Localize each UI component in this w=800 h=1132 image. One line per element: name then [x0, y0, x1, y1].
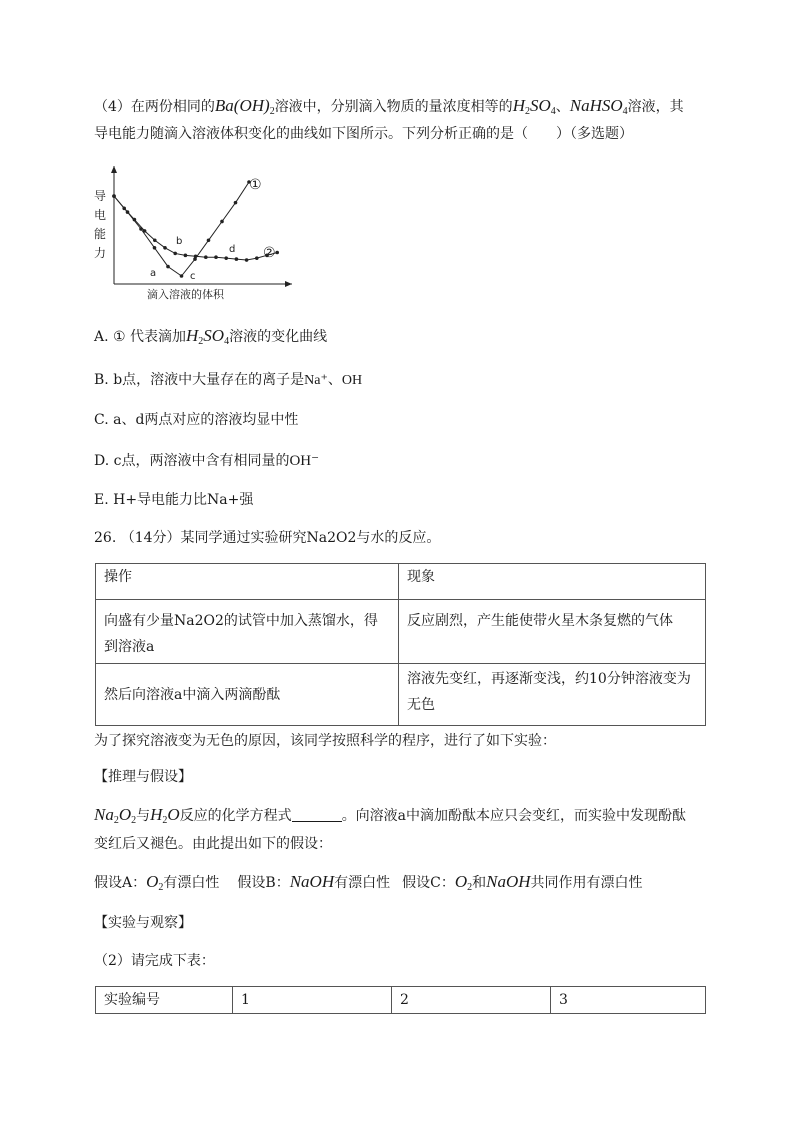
- hyp-c-label: 假设C：: [402, 875, 455, 891]
- y-axis-label-char: 力: [94, 246, 107, 260]
- series-1-point: [220, 220, 224, 224]
- x-axis-arrow: [285, 281, 292, 287]
- option-a-formula: [186, 326, 229, 345]
- series-line-2: [114, 196, 277, 260]
- table2-cell: 3: [551, 987, 706, 1014]
- option-a-so: SO: [203, 326, 225, 345]
- equation-line-2: 变红后又褪色。由此提出如下的假设：: [94, 836, 332, 852]
- q4-prefix: （4）在两份相同的: [94, 99, 215, 115]
- conductivity-chart: [92, 166, 302, 306]
- q4-end: 溶液，其: [627, 99, 684, 115]
- option-a-prefix: A. ① 代表滴加: [94, 329, 187, 345]
- option-d-ion: OH⁻: [289, 453, 320, 469]
- h2so4-sub4: 4: [550, 106, 556, 117]
- option-a: [94, 326, 327, 352]
- h2o-formula: $H_2O$: [150, 805, 180, 826]
- option-d: [94, 451, 319, 471]
- experiment-table: [95, 563, 706, 726]
- series-1-point: [207, 238, 211, 242]
- q26-title: 26. （14分）某同学通过实验研究Na2O2与水的反应。: [94, 530, 441, 546]
- series-1-point: [180, 274, 184, 278]
- option-e: E. H+导电能力比Na+强: [94, 492, 254, 508]
- series-2-point: [245, 258, 249, 262]
- q26-intro: 为了探究溶液变为无色的原因，该同学按照科学的程序，进行了如下实验：: [94, 733, 556, 749]
- series-2-point: [112, 194, 116, 198]
- option-b: [94, 370, 362, 391]
- option-a-sub4: 4: [224, 336, 230, 347]
- table-header-cell: 操作: [96, 564, 399, 600]
- baoh-formula: [215, 96, 275, 115]
- series-2-point: [255, 256, 259, 260]
- series-2-point: [173, 252, 177, 256]
- series-1-point: [166, 265, 170, 269]
- hyp-a-text: 有漂白性: [163, 875, 220, 891]
- hyp-b-label: 假设B：: [237, 875, 290, 891]
- curve-2-label: ②: [263, 245, 276, 261]
- table2-cell: 2: [392, 987, 551, 1014]
- naoh-formula: NaOH: [289, 872, 335, 891]
- y-axis-label-char: 能: [94, 227, 107, 241]
- series-2-point: [214, 255, 218, 259]
- series-2-point: [184, 254, 188, 258]
- q4-sep: 、: [555, 99, 570, 115]
- table2-cell: 1: [233, 987, 392, 1014]
- section-reasoning: 【推理与假设】: [94, 769, 192, 785]
- x-axis-label: 滴入溶液的体积: [147, 288, 224, 301]
- series-2-point: [194, 254, 198, 258]
- series-2-point: [122, 207, 126, 211]
- option-a-suffix: 溶液的变化曲线: [229, 329, 328, 345]
- table-row: [96, 664, 706, 726]
- option-a-sub2: 2: [198, 336, 204, 347]
- hyp-c-text: 共同作用有漂白性: [530, 875, 643, 891]
- experiment-number-table: [95, 986, 706, 1014]
- na2o2-formula: $Na_2O_2$: [94, 805, 137, 826]
- o2-formula: $O_2$: [146, 872, 164, 893]
- curve-1-label: ①: [249, 177, 262, 193]
- chart-svg: [92, 166, 302, 306]
- hyp-c-and: 和: [472, 875, 487, 891]
- baoh-text: Ba(OH): [214, 96, 270, 115]
- point-c-label: c: [190, 271, 196, 282]
- hypotheses-line: [94, 872, 643, 898]
- table-cell: 溶液先变红，再逐渐变浅，约10分钟溶液变为无色: [399, 664, 706, 726]
- option-d-text: D. c点，两溶液中含有相同量的: [94, 453, 290, 469]
- nahso4-formula: [570, 96, 628, 115]
- table-row: [96, 600, 706, 664]
- eq-text2: 反应的化学方程式: [179, 808, 292, 824]
- series-2-point: [133, 218, 137, 222]
- series-2-point: [143, 229, 147, 233]
- table-header-row: [96, 564, 706, 600]
- y-axis-label-char: 电: [94, 208, 107, 222]
- h2so4-formula: [513, 96, 556, 115]
- q4-line-1: [94, 96, 684, 122]
- series-2-point: [275, 251, 279, 255]
- series-group: [112, 180, 279, 278]
- table2-cell: 实验编号: [96, 987, 233, 1014]
- answer-blank[interactable]: [292, 807, 342, 822]
- table-cell: 向盛有少量Na2O2的试管中加入蒸馏水，得到溶液a: [96, 600, 399, 664]
- eq-text1: 与: [136, 808, 151, 824]
- option-b-text: B. b点，溶液中大量存在的离子是: [94, 372, 305, 388]
- y-axis-arrow: [111, 166, 117, 173]
- table-cell: 反应剧烈，产生能使带火星木条复燃的气体: [399, 600, 706, 664]
- series-2-point: [204, 255, 208, 259]
- y-axis-label-char: 导: [94, 189, 107, 203]
- hyp-a-label: 假设A：: [94, 875, 147, 891]
- point-d-label: d: [229, 244, 236, 255]
- o2-formula-c: $O_2$: [454, 872, 473, 893]
- task-line: （2）请完成下表：: [94, 953, 215, 969]
- series-2-point: [235, 257, 239, 261]
- q4-mid: 溶液中，分别滴入物质的量浓度相等的: [274, 99, 513, 115]
- table-header-cell: 现象: [399, 564, 706, 600]
- series-2-point: [163, 246, 167, 250]
- table-cell: 然后向溶液a中滴入两滴酚酞: [96, 664, 399, 726]
- eq-text3: 。向溶液a中滴加酚酞本应只会变红，而实验中发现酚酞: [341, 808, 687, 824]
- h2so4-h: H: [512, 96, 525, 115]
- nahso4-sub: 4: [622, 106, 628, 117]
- option-c: C. a、d两点对应的溶液均显中性: [94, 412, 299, 428]
- h2so4-so: SO: [529, 96, 551, 115]
- point-b-label: b: [176, 236, 183, 247]
- h2so4-sub2: 2: [524, 106, 530, 117]
- series-2-point: [153, 238, 157, 242]
- naoh-formula-c: NaOH: [486, 872, 531, 891]
- series-1-point: [153, 246, 157, 250]
- nahso4-text: NaHSO: [569, 96, 623, 115]
- hyp-b-text: 有漂白性: [334, 875, 391, 891]
- option-a-h: H: [186, 326, 199, 345]
- section-experiment: 【实验与观察】: [94, 915, 192, 931]
- equation-line-1: [94, 805, 686, 831]
- series-1-point: [234, 201, 238, 205]
- series-line-1: [114, 182, 249, 276]
- series-2-point: [224, 256, 228, 260]
- baoh-sub: 2: [269, 106, 275, 117]
- point-a-label: a: [150, 268, 157, 279]
- y-axis-label: [94, 189, 106, 260]
- table2-header-row: [96, 987, 706, 1014]
- q4-line-2: 导电能力随滴入溶液体积变化的曲线如下图所示。下列分析正确的是（ ）（多选题）: [94, 126, 633, 142]
- option-b-ions: Na⁺、OH: [304, 373, 363, 388]
